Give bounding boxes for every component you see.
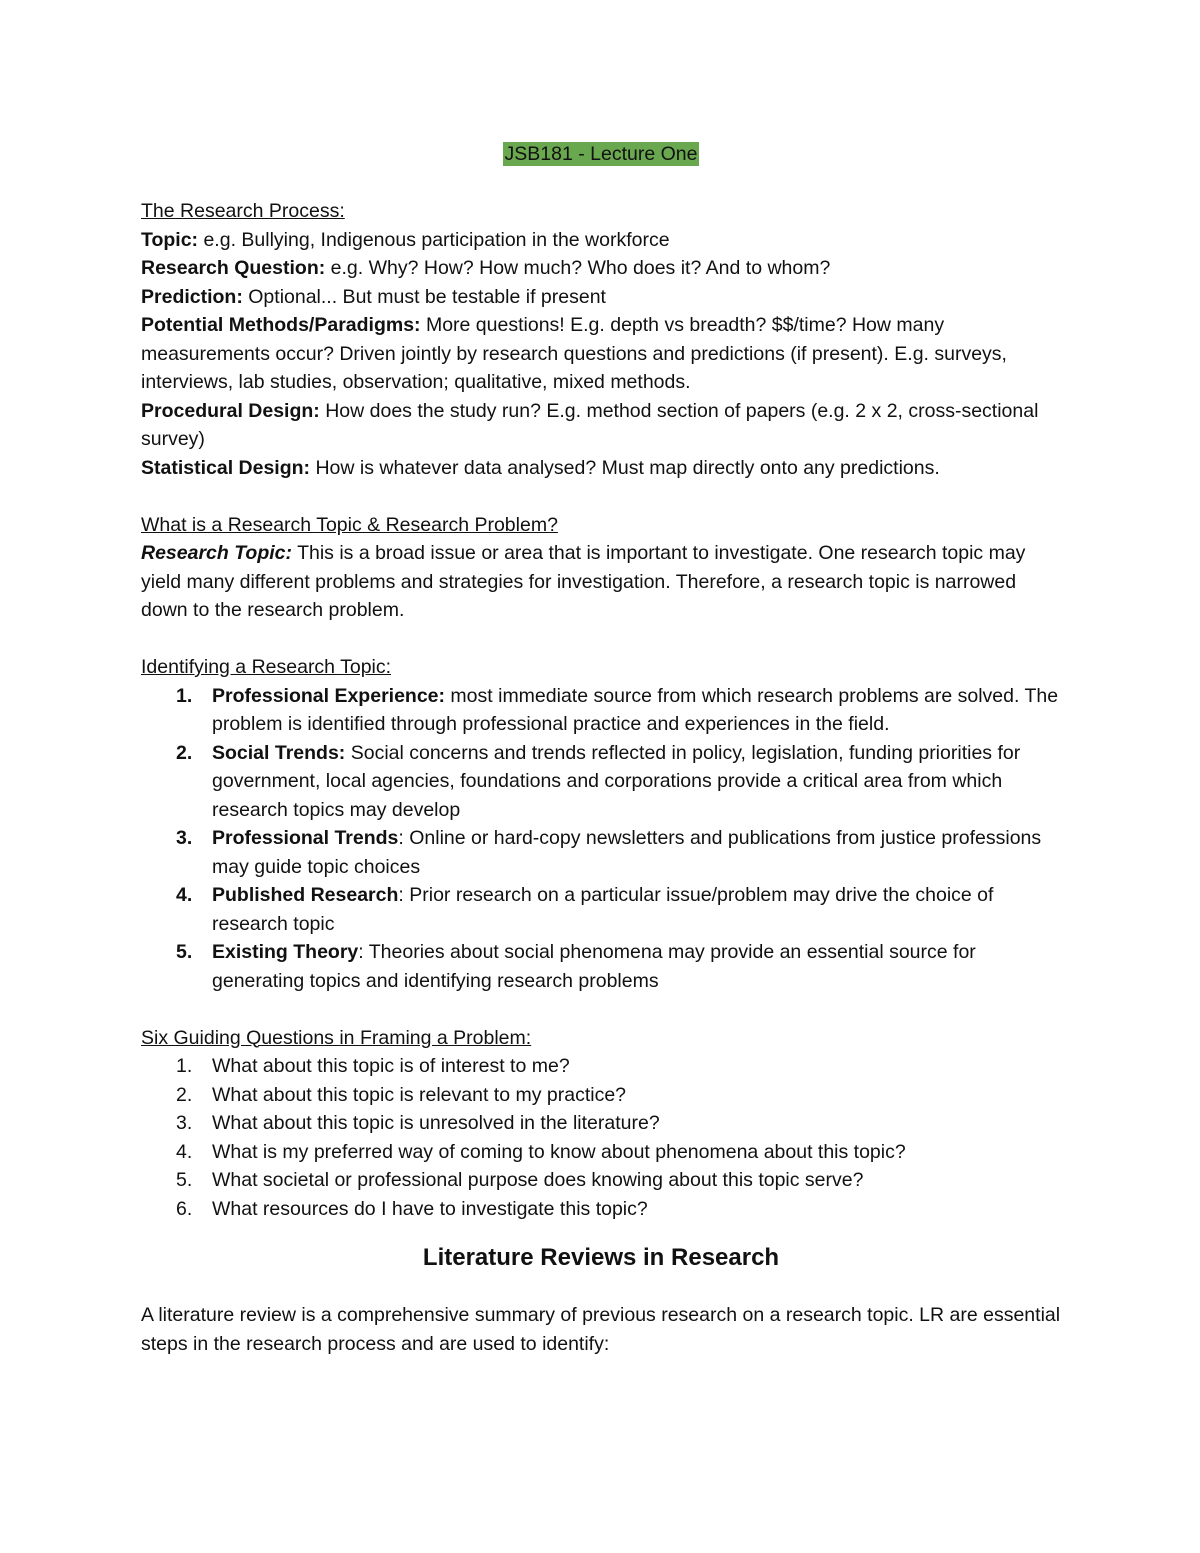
list-item [141,682,1061,739]
list-item [141,1081,1061,1110]
spacer [141,995,1061,1024]
list-item [141,1195,1061,1224]
spacer [141,482,1061,511]
spacer [141,169,1061,198]
list-item [141,1109,1061,1138]
literature-intro: A literature review is a comprehensive summary of previous research on a research topic. LR are essential steps in the research process and are used to identify: [141,1304,1061,1355]
heading-literature-reviews: Literature Reviews in Research [422,1244,780,1271]
list-item [141,739,1061,825]
item-statistical-design [141,454,1061,483]
item-label: Prediction: [141,285,243,308]
item-text: How is whatever data analysed? Must map directly onto any predictions. [310,456,940,479]
guiding-questions-list [141,1052,1061,1223]
document-body [141,140,1061,1358]
item-label: Professional Experience: [212,684,446,707]
definition-text: This is a broad issue or area that is important to investigate. One research topic may yield many different problems and strategies for investigation. Therefore, a research topic is narrowed down to the research problem. [141,542,1026,621]
item-text: What societal or professional purpose does knowing about this topic serve? [212,1169,864,1191]
list-number: 2. [176,1083,193,1106]
item-text: How does the study run? E.g. method section of papers (e.g. 2 x 2, cross-sectional survey) [141,399,1039,450]
item-label: Published Research [212,884,399,906]
heading-research-process: The Research Process: [141,200,345,222]
item-text: e.g. Why? How? How much? Who does it? And to whom? [325,257,831,279]
item-label: Professional Trends [212,827,399,849]
list-item [141,1166,1061,1195]
identifying-list [141,682,1061,996]
item-text: What is my preferred way of coming to know about phenomena about this topic? [212,1140,906,1163]
item-text: Optional... But must be testable if present [242,285,606,308]
item-text: More questions! E.g. depth vs breadth? $$/time? How many measurements occur? Driven jointly by research questions and predictions (if present). E.g. surveys, interviews, lab studies, observation; qualitative, mixed methods. [141,314,1007,393]
item-text: e.g. Bullying, Indigenous participation in the workforce [198,228,670,251]
list-item [141,1138,1061,1167]
item-text: What about this topic is unresolved in the literature? [212,1112,660,1134]
item-label: Statistical Design: [141,456,311,479]
item-methods [141,311,1061,397]
item-text: What resources do I have to investigate this topic? [212,1197,648,1220]
item-text: : Prior research on a particular issue/problem may drive the choice of research topic [212,884,994,935]
item-prediction [141,283,1061,312]
item-topic [141,226,1061,255]
document-title [141,140,1061,169]
spacer [141,625,1061,654]
item-text: most immediate source from which research problems are solved. The problem is identified through professional practice and experiences in the field. [212,684,1059,735]
heading-identifying-topic: Identifying a Research Topic: [141,656,392,678]
list-number: 1. [176,684,193,707]
list-number: 1. [176,1055,193,1077]
item-label: Social Trends: [212,741,346,764]
list-item [141,881,1061,938]
definition-label: Research Topic: [141,542,292,564]
item-label: Existing Theory [212,941,359,963]
item-label: Potential Methods/Paradigms: [141,314,421,336]
item-text: : Theories about social phenomena may provide an essential source for generating topics and identifying research problems [212,941,976,992]
item-procedural-design [141,397,1061,454]
item-text: What about this topic is of interest to me? [212,1055,570,1077]
list-number: 2. [176,741,193,764]
list-number: 3. [176,1112,193,1134]
list-item [141,1052,1061,1081]
item-label: Procedural Design: [141,399,320,422]
heading-topic-problem: What is a Research Topic & Research Problem? [141,513,558,536]
list-number: 3. [176,827,193,849]
heading-guiding-questions: Six Guiding Questions in Framing a Problem: [141,1026,532,1049]
item-text: What about this topic is relevant to my practice? [212,1083,627,1106]
list-number: 4. [176,884,193,906]
item-research-question [141,254,1061,283]
list-number: 5. [176,941,193,963]
list-item [141,938,1061,995]
list-item [141,824,1061,881]
list-number: 6. [176,1197,193,1220]
list-number: 4. [176,1140,193,1163]
item-text: Social concerns and trends reflected in policy, legislation, funding priorities for government, local agencies, foundations and corporations provide a critical area from which research topics may develop [212,741,1021,821]
title-highlight: JSB181 - Lecture One [504,143,698,165]
item-label: Topic: [141,228,199,251]
list-number: 5. [176,1169,193,1191]
item-label: Research Question: [141,257,326,279]
research-topic-definition [141,539,1061,625]
item-text: : Online or hard-copy newsletters and publications from justice professions may guide topic choices [212,827,1042,878]
